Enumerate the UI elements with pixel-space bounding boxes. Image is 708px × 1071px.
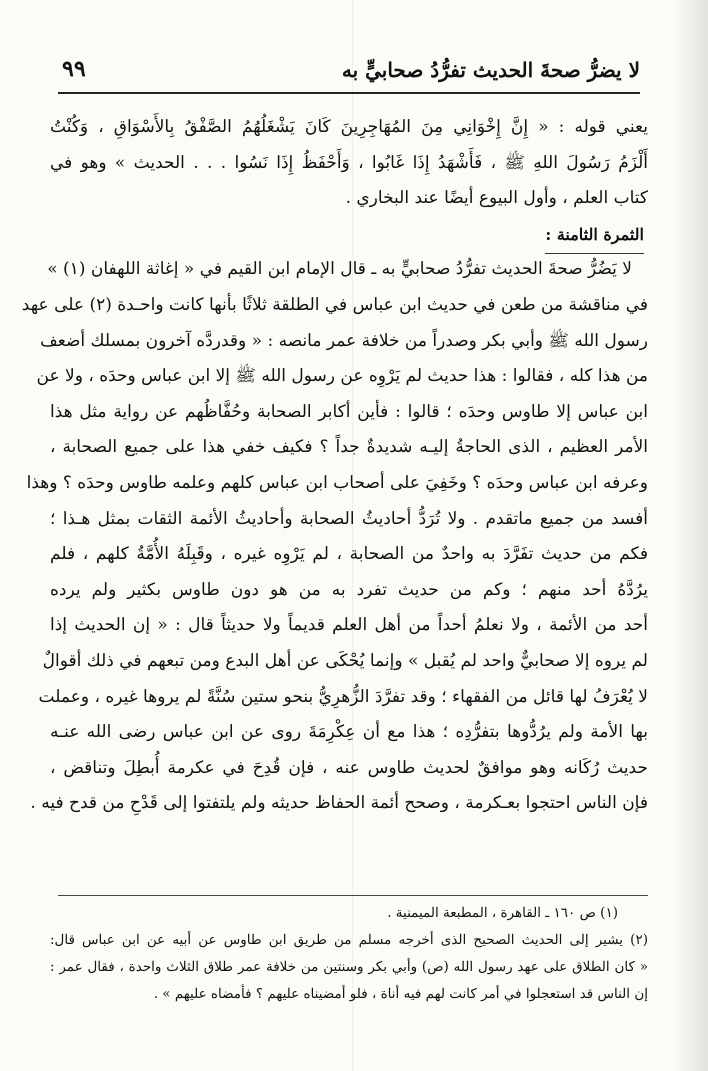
text-line: يعني قوله : « إِنَّ إِخْوَانِي مِنَ المُهَاجِرِينَ كَانَ يَشْغَلُهُمُ الصَّفْقُ بِالأَسْوَاقِ ، وَكُنْتُ	[50, 117, 648, 137]
text-line: لم يروه إلا صحابيٌّ واحد لم يُقبل » وإنما يُحْكَى عن أهل البدع ومن تبعهم في ذلك أقوالٌ	[42, 650, 648, 671]
text-line: كتاب العلم ، وأول البيوع أيضًا عند البخاري .	[345, 188, 648, 209]
text-line: ابن عباس إلا طاوس وحدَه ؛ قالوا : فأين أكابر الصحابة وحُفَّاظُهم عن رواية مثل هذا	[50, 401, 648, 422]
text-line: وعرفه ابن عباس وحدَه ؟ وخَفِيَ على أصحاب ابن عباس كلهم وعلمه طاوس وحدَه ؟ وهذا	[26, 472, 648, 493]
text-line: فإن الناس احتجوا بعـكرمة ، وصحح أئمة الحفاظ حديثه ولم يلتفتوا إلى قَدْحِ من قدح فيه .	[30, 793, 648, 814]
footnote-line: (٢) يشير إلى الحديث الصحيح الذى أخرجه مسلم من طريق ابن طاوس عن أبيه عن ابن عباس قال:	[50, 932, 648, 948]
page-number: ٩٩	[62, 56, 86, 82]
text-line: أَلْزَمُ رَسُولَ اللهِ ﷺ ، فَأَشْهَدُ إِذَا غَابُوا ، وَأَحْفَظُ إِذَا نَسُوا . . . الحديث » وهو في	[50, 152, 648, 173]
footnote-line: إن الناس قد استعجلوا في أمر كانت لهم فيه أناة ، فلو أمضيناه عليهم ؟ فأمضاه عليهم » .	[153, 986, 648, 1002]
footnote-line: « كان الطلاق على عهد رسول الله (ص) وأبي بكر وسنتين من خلافة عمر طلاق الثلاث واحدة ، فقال عمر :	[50, 959, 648, 975]
text-line: لا يَضُرُّ صحةَ الحديث تفرُّدُ صحابيٍّ به ـ قال الإمام ابن القيم في « إغاثة اللهفان (١) »	[47, 259, 632, 280]
text-line: يرُدَّهُ أحد منهم ؛ وكم من حديث تفرد به من هو دون طاوس بكثير ولم يرده	[50, 579, 648, 600]
page-header	[58, 56, 640, 92]
text-line: الأمر العظيم ، الذى الحاجةُ إليـه شديدةٌ جداً ؟ فكيف خفي هذا على جميع الصحابة ،	[50, 437, 648, 458]
text-line: أحد من الأئمة ، ولا نعلمُ أحداً من أهل العلم قديماً ولا حديثاً قال : « إن الحديث إذا	[50, 615, 648, 636]
text-line: لا يُعْرَفُ لها قائل من الفقهاء ؛ وقد تفرَّدَ الزُّهرِيُّ بنحو ستين سُنَّةً لم يروها غيره ، وعملت	[38, 686, 648, 707]
text-line: في مناقشة من طعن في حديث ابن عباس في الطلقة ثلاثًا بأنها كانت واحـدة (٢) على عهد	[21, 294, 648, 315]
text-line: بها الأمة ولم يرُدُّوها بتفرُّدِه ؛ هذا مع أن عِكْرِمَةَ روى عن ابن عباس رضى الله عنـه	[50, 722, 648, 743]
footnote-line: (١) ص ١٦٠ ـ القاهرة ، المطبعة الميمنية .	[387, 905, 618, 921]
section-heading	[50, 217, 648, 253]
running-title: لا يضرُّ صحةَ الحديث تفرُّدُ صحابيٍّ به	[341, 58, 640, 82]
section-heading-text: الثمرة الثامنة :	[545, 217, 644, 255]
text-line: من هذا كله ، فقالوا : هذا حديث لم يَرْوِه عن رسول الله ﷺ إلا ابن عباس وحدَه ، ولا عن	[36, 366, 648, 387]
text-line: حديث رُكَانه وهو موافقٌ لحديث طاوس عنه ، فإن قُدِحَ في عكرمة أُبطِلَ وتناقض ،	[50, 757, 648, 778]
text-line: رسول الله ﷺ وأبي بكر وصدراً من خلافة عمر مانصه : « وقدردَّه آخرون بمسلك أضعف	[40, 330, 648, 351]
footnotes	[50, 900, 648, 1008]
footnote-rule	[58, 895, 648, 896]
text-line: فكم من حديث تفَرَّدَ به واحدٌ من الصحابة ، لم يَرْوِه غيره ، وقَبِلَهُ الأُمَّةُ كلهم ، فلم	[50, 544, 648, 565]
main-text	[21, 110, 648, 822]
text-line: أفسد من جميع ماتقدم . ولا تُرَدُّ أحاديثُ الصحابة وأحاديثُ الأئمة الثقات بمثل هـذا ؛	[50, 508, 648, 529]
header-rule	[58, 92, 640, 94]
